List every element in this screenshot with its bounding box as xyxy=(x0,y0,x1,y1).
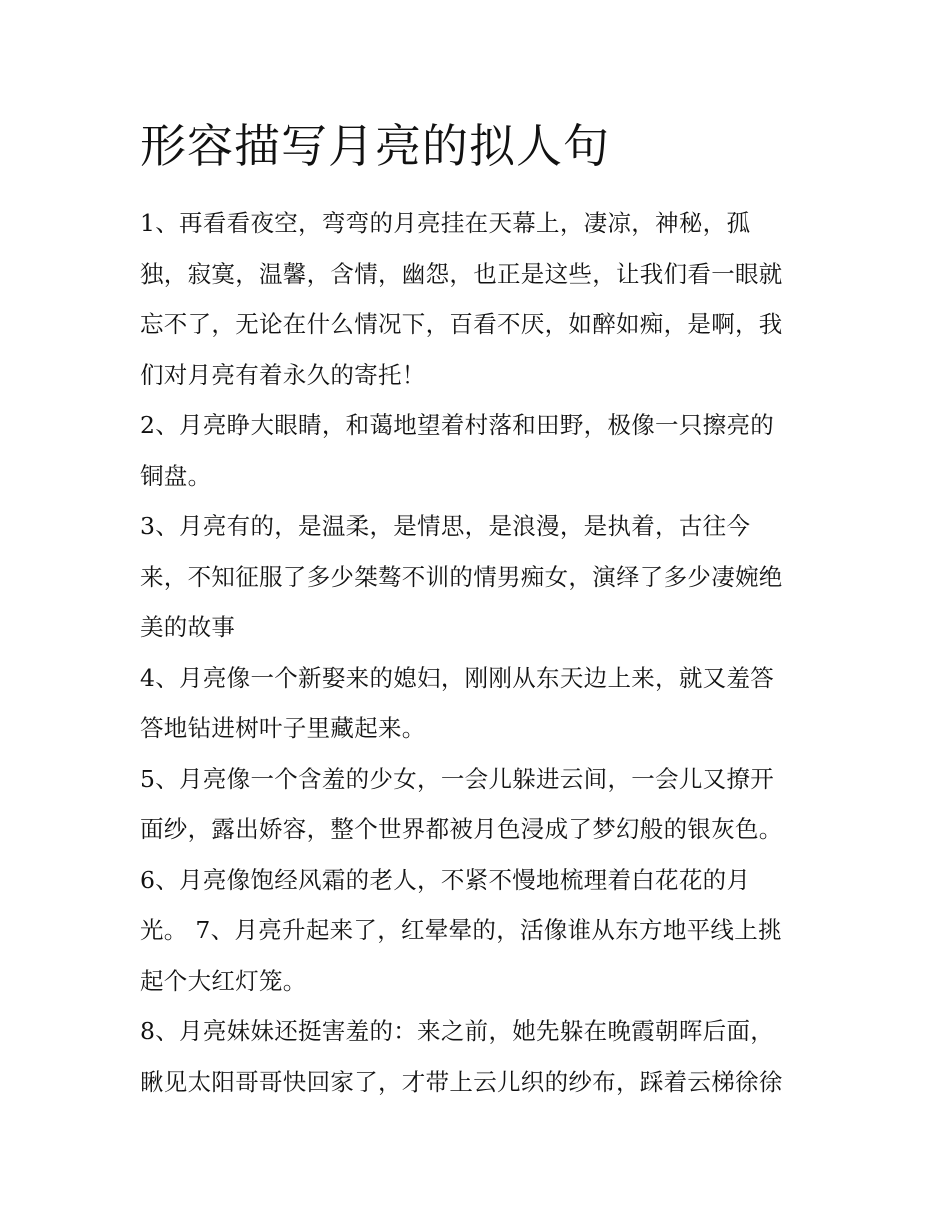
text-line: 光。 7、月亮升起来了，红晕晕的，活像谁从东方地平线上挑 xyxy=(140,916,782,944)
text-line: 们对月亮有着永久的寄托！ xyxy=(140,360,426,389)
text-line: 铜盘。 xyxy=(140,461,212,490)
text-line: 面纱，露出娇容，整个世界都被月色浸成了梦幻般的银灰色。 xyxy=(140,815,783,843)
text-line: 5、月亮像一个含羞的少女，一会儿躲进云间，一会儿又撩开 xyxy=(140,764,775,793)
text-line: 独，寂寞，温馨，含情，幽怨，也正是这些，让我们看一眼就 xyxy=(140,259,783,288)
text-line: 瞅见太阳哥哥快回家了，才带上云儿织的纱布，踩着云梯徐徐 xyxy=(140,1067,783,1096)
text-line: 8、月亮妹妹还挺害羞的：来之前，她先躲在晚霞朝晖后面， xyxy=(140,1017,775,1045)
text-line: 4、月亮像一个新娶来的媳妇，刚刚从东天边上来，就又羞答 xyxy=(140,663,775,692)
text-line: 6、月亮像饱经风霜的老人，不紧不慢地梳理着白花花的月 xyxy=(140,865,751,894)
text-line: 3、月亮有的，是温柔，是情思，是浪漫，是执着，古往今 xyxy=(140,512,751,540)
text-line: 2、月亮睁大眼睛，和蔼地望着村落和田野，极像一只擦亮的 xyxy=(140,411,775,439)
document-body xyxy=(140,198,820,1107)
document-title: 形容描写月亮的拟人句 xyxy=(140,119,610,173)
text-line: 答地钻进树叶子里藏起来。 xyxy=(140,714,426,742)
text-line: 起个大红灯笼。 xyxy=(140,966,307,995)
text-line: 美的故事 xyxy=(140,613,236,641)
text-line: 来，不知征服了多少桀骜不训的情男痴女，演绎了多少凄婉绝 xyxy=(140,562,783,591)
text-line: 忘不了，无论在什么情况下，百看不厌，如醉如痴，是啊，我 xyxy=(140,310,783,338)
text-line: 1、再看看夜空，弯弯的月亮挂在天幕上，凄凉，神秘，孤 xyxy=(140,209,751,237)
